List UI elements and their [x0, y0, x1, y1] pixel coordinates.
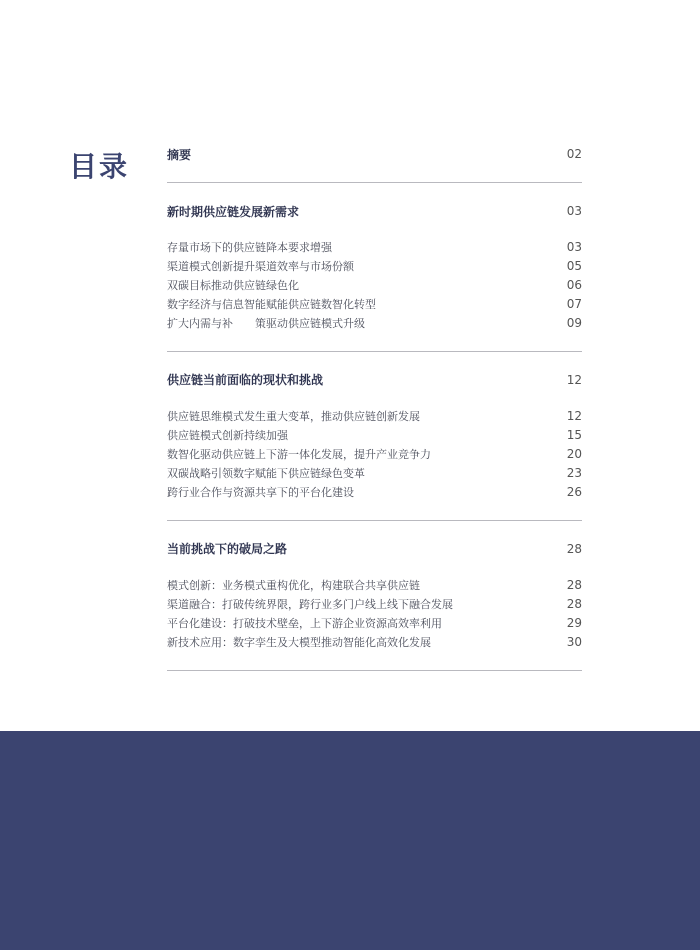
toc-entry-page: 29	[566, 615, 582, 630]
toc-entry-label: 供应链思维模式发生重大变革，推动供应链创新发展	[167, 410, 420, 424]
toc-entry[interactable]	[167, 595, 582, 614]
toc-entry[interactable]	[167, 238, 582, 257]
toc-entry-label: 跨行业合作与资源共享下的平台化建设	[167, 485, 354, 499]
toc-entry-label: 扩大内需与补 策驱动供应链模式升级	[167, 316, 365, 330]
toc-entry-page: 20	[566, 446, 582, 461]
toc-entry-page: 07	[566, 296, 582, 311]
section-heading-label: 当前挑战下的破局之路	[167, 542, 288, 557]
divider	[167, 520, 582, 521]
toc-entry[interactable]	[167, 445, 582, 464]
toc-entry-label: 渠道融合：打破传统界限，跨行业多门户线上线下融合发展	[167, 598, 453, 612]
toc-entry-page: 09	[566, 315, 582, 330]
toc-entry-page: 05	[566, 259, 582, 274]
toc-entry-label: 双碳战略引领数字赋能下供应链绿色变革	[167, 466, 365, 480]
divider	[167, 351, 582, 352]
toc-entry-label: 供应链模式创新持续加强	[167, 429, 288, 443]
divider	[167, 670, 582, 671]
toc-entry[interactable]	[167, 276, 582, 295]
toc-entry-page: 26	[566, 484, 582, 499]
toc-section-heading[interactable]	[167, 371, 582, 389]
section-heading-page: 28	[566, 541, 582, 556]
toc-entry[interactable]	[167, 407, 582, 426]
toc-entry-page: 03	[566, 240, 582, 255]
toc-entry-page: 06	[566, 277, 582, 292]
toc-entry-page: 28	[566, 597, 582, 612]
toc-entry-label: 渠道模式创新提升渠道效率与市场份额	[167, 260, 354, 274]
section-heading-page: 12	[566, 372, 582, 387]
section-heading-label: 新时期供应链发展新需求	[167, 204, 300, 219]
toc-entry[interactable]	[167, 294, 582, 313]
toc-entry[interactable]	[167, 257, 582, 276]
toc-entry-label: 模式创新：业务模式重构优化，构建联合共享供应链	[167, 579, 420, 593]
toc-entry-label: 新技术应用：数字孪生及大模型推动智能化高效化发展	[167, 635, 431, 649]
toc-entry-label: 双碳目标推动供应链绿色化	[167, 278, 299, 292]
toc-entry-label: 平台化建设：打破技术壁垒，上下游企业资源高效率利用	[167, 616, 442, 630]
toc-entry-page: 28	[566, 578, 582, 593]
toc-entry-page: 15	[566, 428, 582, 443]
toc-entry-label: 数智化驱动供应链上下游一体化发展，提升产业竞争力	[167, 447, 431, 461]
table-of-contents	[167, 145, 582, 690]
page-title: 目录	[69, 150, 130, 183]
toc-section-heading[interactable]	[167, 202, 582, 220]
toc-entry[interactable]	[167, 632, 582, 651]
section-heading-label: 供应链当前面临的现状和挑战	[167, 373, 324, 388]
toc-entry[interactable]	[167, 482, 582, 501]
divider	[167, 182, 582, 183]
toc-abstract-page: 02	[566, 147, 582, 161]
toc-entry-page: 12	[566, 409, 582, 424]
toc-entry[interactable]	[167, 576, 582, 595]
toc-entry[interactable]	[167, 313, 582, 332]
toc-entry[interactable]	[167, 614, 582, 633]
toc-entry-label: 存量市场下的供应链降本要求增强	[167, 241, 332, 255]
section-heading-page: 03	[566, 204, 582, 218]
toc-entry[interactable]	[167, 463, 582, 482]
toc-entry-label: 数字经济与信息智能赋能供应链数智化转型	[167, 297, 376, 311]
toc-section-heading[interactable]	[167, 540, 582, 558]
footer-color-band	[0, 731, 700, 950]
toc-abstract[interactable]	[167, 145, 582, 163]
toc-entry-page: 30	[566, 634, 582, 649]
toc-abstract-label: 摘要	[167, 147, 192, 162]
toc-entry[interactable]	[167, 426, 582, 445]
toc-entry-page: 23	[566, 465, 582, 480]
